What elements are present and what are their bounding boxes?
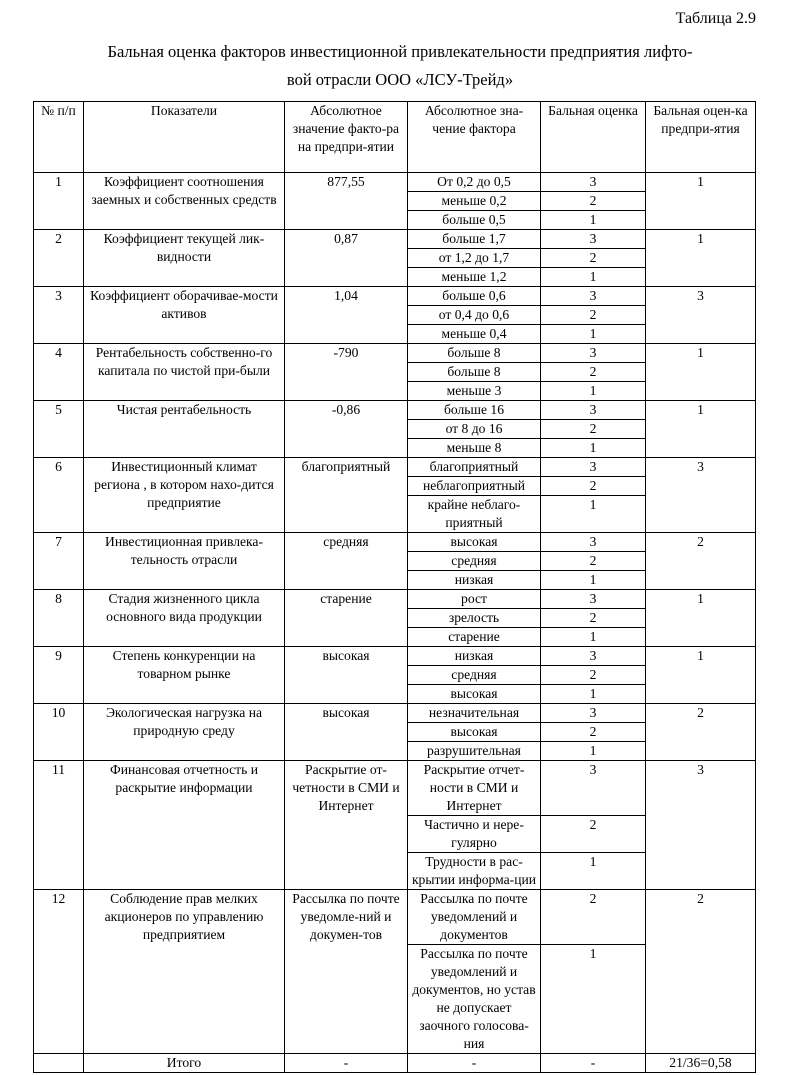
title-line-1: Бальная оценка факторов инвестиционной привлекательности предприятия лифто-	[107, 42, 693, 61]
row-number: 6	[34, 458, 84, 533]
level-condition: больше 16	[408, 401, 541, 420]
level-condition: больше 1,7	[408, 230, 541, 249]
table-row	[34, 590, 756, 609]
row-number: 12	[34, 890, 84, 1054]
level-condition: от 0,4 до 0,6	[408, 306, 541, 325]
level-condition: высокая	[408, 533, 541, 552]
level-condition: неблагоприятный	[408, 477, 541, 496]
row-abs-value: высокая	[285, 647, 408, 704]
level-score: 2	[541, 306, 646, 325]
table-title	[40, 38, 760, 94]
level-score: 1	[541, 382, 646, 401]
level-score: 3	[541, 344, 646, 363]
level-score: 2	[541, 249, 646, 268]
table-row	[34, 533, 756, 552]
level-score: 3	[541, 590, 646, 609]
row-indicator: Чистая рентабельность	[84, 401, 285, 458]
row-indicator: Инвестиционная привлека-тельность отрасли	[84, 533, 285, 590]
row-indicator: Степень конкуренции на товарном рынке	[84, 647, 285, 704]
row-company-score: 2	[646, 890, 756, 1054]
total-score: -	[541, 1054, 646, 1073]
level-condition: рост	[408, 590, 541, 609]
row-indicator: Стадия жизненного цикла основного вида продукции	[84, 590, 285, 647]
level-score: 2	[541, 552, 646, 571]
table-row	[34, 647, 756, 666]
row-indicator: Инвестиционный климат региона , в котором нахо-дится предприятие	[84, 458, 285, 533]
row-abs-value: высокая	[285, 704, 408, 761]
row-abs-value: 1,04	[285, 287, 408, 344]
row-number: 9	[34, 647, 84, 704]
row-number: 7	[34, 533, 84, 590]
row-abs-value: 877,55	[285, 173, 408, 230]
level-score: 1	[541, 439, 646, 458]
level-score: 3	[541, 704, 646, 723]
table-row	[34, 287, 756, 306]
level-score: 3	[541, 230, 646, 249]
row-company-score: 3	[646, 458, 756, 533]
level-condition: меньше 8	[408, 439, 541, 458]
row-number: 4	[34, 344, 84, 401]
row-company-score: 2	[646, 533, 756, 590]
table-row	[34, 344, 756, 363]
level-condition: от 1,2 до 1,7	[408, 249, 541, 268]
level-score: 1	[541, 685, 646, 704]
row-abs-value: -0,86	[285, 401, 408, 458]
level-score: 3	[541, 647, 646, 666]
level-score: 3	[541, 458, 646, 477]
level-score: 2	[541, 363, 646, 382]
level-condition: благоприятный	[408, 458, 541, 477]
level-score: 2	[541, 609, 646, 628]
level-condition: Трудности в рас-крытии информа-ции	[408, 853, 541, 890]
table-row	[34, 230, 756, 249]
level-condition: больше 0,5	[408, 211, 541, 230]
table-row	[34, 401, 756, 420]
level-score: 1	[541, 571, 646, 590]
header-abs-value: Абсолютное значение факто-ра на предпри-ятии	[285, 102, 408, 173]
level-score: 3	[541, 401, 646, 420]
row-abs-value: 0,87	[285, 230, 408, 287]
level-score: 2	[541, 192, 646, 211]
level-score: 2	[541, 477, 646, 496]
row-abs-value: Рассылка по почте уведомле-ний и докумен-тов	[285, 890, 408, 1054]
row-indicator: Коэффициент оборачивае-мости активов	[84, 287, 285, 344]
row-company-score: 2	[646, 704, 756, 761]
header-abs-factor: Абсолютное зна-чение фактора	[408, 102, 541, 173]
level-condition: меньше 1,2	[408, 268, 541, 287]
table-row	[34, 704, 756, 723]
row-company-score: 3	[646, 287, 756, 344]
total-result: 21/36=0,58	[646, 1054, 756, 1073]
level-condition: От 0,2 до 0,5	[408, 173, 541, 192]
row-abs-value: -790	[285, 344, 408, 401]
row-company-score: 1	[646, 590, 756, 647]
level-score: 1	[541, 945, 646, 1054]
level-condition: меньше 0,2	[408, 192, 541, 211]
total-num-cell	[34, 1054, 84, 1073]
level-condition: Раскрытие отчет-ности в СМИ и Интернет	[408, 761, 541, 816]
header-indicator: Показатели	[84, 102, 285, 173]
level-score: 2	[541, 723, 646, 742]
table-label: Таблица 2.9	[675, 10, 756, 27]
level-score: 3	[541, 533, 646, 552]
level-condition: больше 8	[408, 344, 541, 363]
title-line-2: вой отрасли ООО «ЛСУ-Трейд»	[286, 70, 514, 89]
table-row	[34, 890, 756, 945]
level-condition: больше 0,6	[408, 287, 541, 306]
level-score: 2	[541, 816, 646, 853]
level-score: 1	[541, 325, 646, 344]
row-abs-value: благоприятный	[285, 458, 408, 533]
level-condition: низкая	[408, 647, 541, 666]
row-company-score: 1	[646, 344, 756, 401]
header-score: Бальная оценка	[541, 102, 646, 173]
level-condition: низкая	[408, 571, 541, 590]
level-score: 1	[541, 268, 646, 287]
level-condition: средняя	[408, 666, 541, 685]
level-condition: крайне неблаго-приятный	[408, 496, 541, 533]
level-condition: высокая	[408, 685, 541, 704]
level-condition: меньше 0,4	[408, 325, 541, 344]
level-condition: от 8 до 16	[408, 420, 541, 439]
table-row	[34, 458, 756, 477]
level-condition: Рассылка по почте уведомлений и документов	[408, 890, 541, 945]
row-indicator: Коэффициент соотношения заемных и собственных средств	[84, 173, 285, 230]
scoring-table	[33, 101, 756, 1073]
row-abs-value: средняя	[285, 533, 408, 590]
level-score: 1	[541, 496, 646, 533]
level-condition: высокая	[408, 723, 541, 742]
header-row	[34, 102, 756, 173]
row-indicator: Финансовая отчетность и раскрытие информации	[84, 761, 285, 890]
row-company-score: 1	[646, 647, 756, 704]
row-indicator: Коэффициент текущей лик-видности	[84, 230, 285, 287]
row-number: 10	[34, 704, 84, 761]
row-indicator: Соблюдение прав мелких акционеров по управлению предприятием	[84, 890, 285, 1054]
row-company-score: 3	[646, 761, 756, 890]
header-company-score: Бальная оцен-ка предпри-ятия	[646, 102, 756, 173]
total-label: Итого	[84, 1054, 285, 1073]
table-row	[34, 761, 756, 816]
level-condition: незначительная	[408, 704, 541, 723]
row-company-score: 1	[646, 401, 756, 458]
level-score: 2	[541, 890, 646, 945]
row-number: 1	[34, 173, 84, 230]
level-condition: старение	[408, 628, 541, 647]
level-condition: больше 8	[408, 363, 541, 382]
level-score: 3	[541, 173, 646, 192]
level-condition: средняя	[408, 552, 541, 571]
row-number: 11	[34, 761, 84, 890]
total-abs-value: -	[285, 1054, 408, 1073]
row-abs-value: старение	[285, 590, 408, 647]
row-company-score: 1	[646, 230, 756, 287]
level-condition: зрелость	[408, 609, 541, 628]
level-condition: разрушительная	[408, 742, 541, 761]
row-number: 8	[34, 590, 84, 647]
level-score: 3	[541, 761, 646, 816]
level-score: 2	[541, 420, 646, 439]
level-condition: Рассылка по почте уведомлений и документов, но устав не допускает заочного голосова-ния	[408, 945, 541, 1054]
level-score: 1	[541, 628, 646, 647]
level-condition: Частично и нере-гулярно	[408, 816, 541, 853]
header-num: № п/п	[34, 102, 84, 173]
table-row	[34, 173, 756, 192]
total-abs-factor: -	[408, 1054, 541, 1073]
row-number: 5	[34, 401, 84, 458]
level-condition: меньше 3	[408, 382, 541, 401]
total-row	[34, 1054, 756, 1073]
level-score: 1	[541, 853, 646, 890]
row-number: 2	[34, 230, 84, 287]
row-number: 3	[34, 287, 84, 344]
row-indicator: Рентабельность собственно-го капитала по чистой при-были	[84, 344, 285, 401]
level-score: 3	[541, 287, 646, 306]
level-score: 1	[541, 742, 646, 761]
level-score: 1	[541, 211, 646, 230]
row-indicator: Экологическая нагрузка на природную среду	[84, 704, 285, 761]
level-score: 2	[541, 666, 646, 685]
row-abs-value: Раскрытие от-четности в СМИ и Интернет	[285, 761, 408, 890]
row-company-score: 1	[646, 173, 756, 230]
